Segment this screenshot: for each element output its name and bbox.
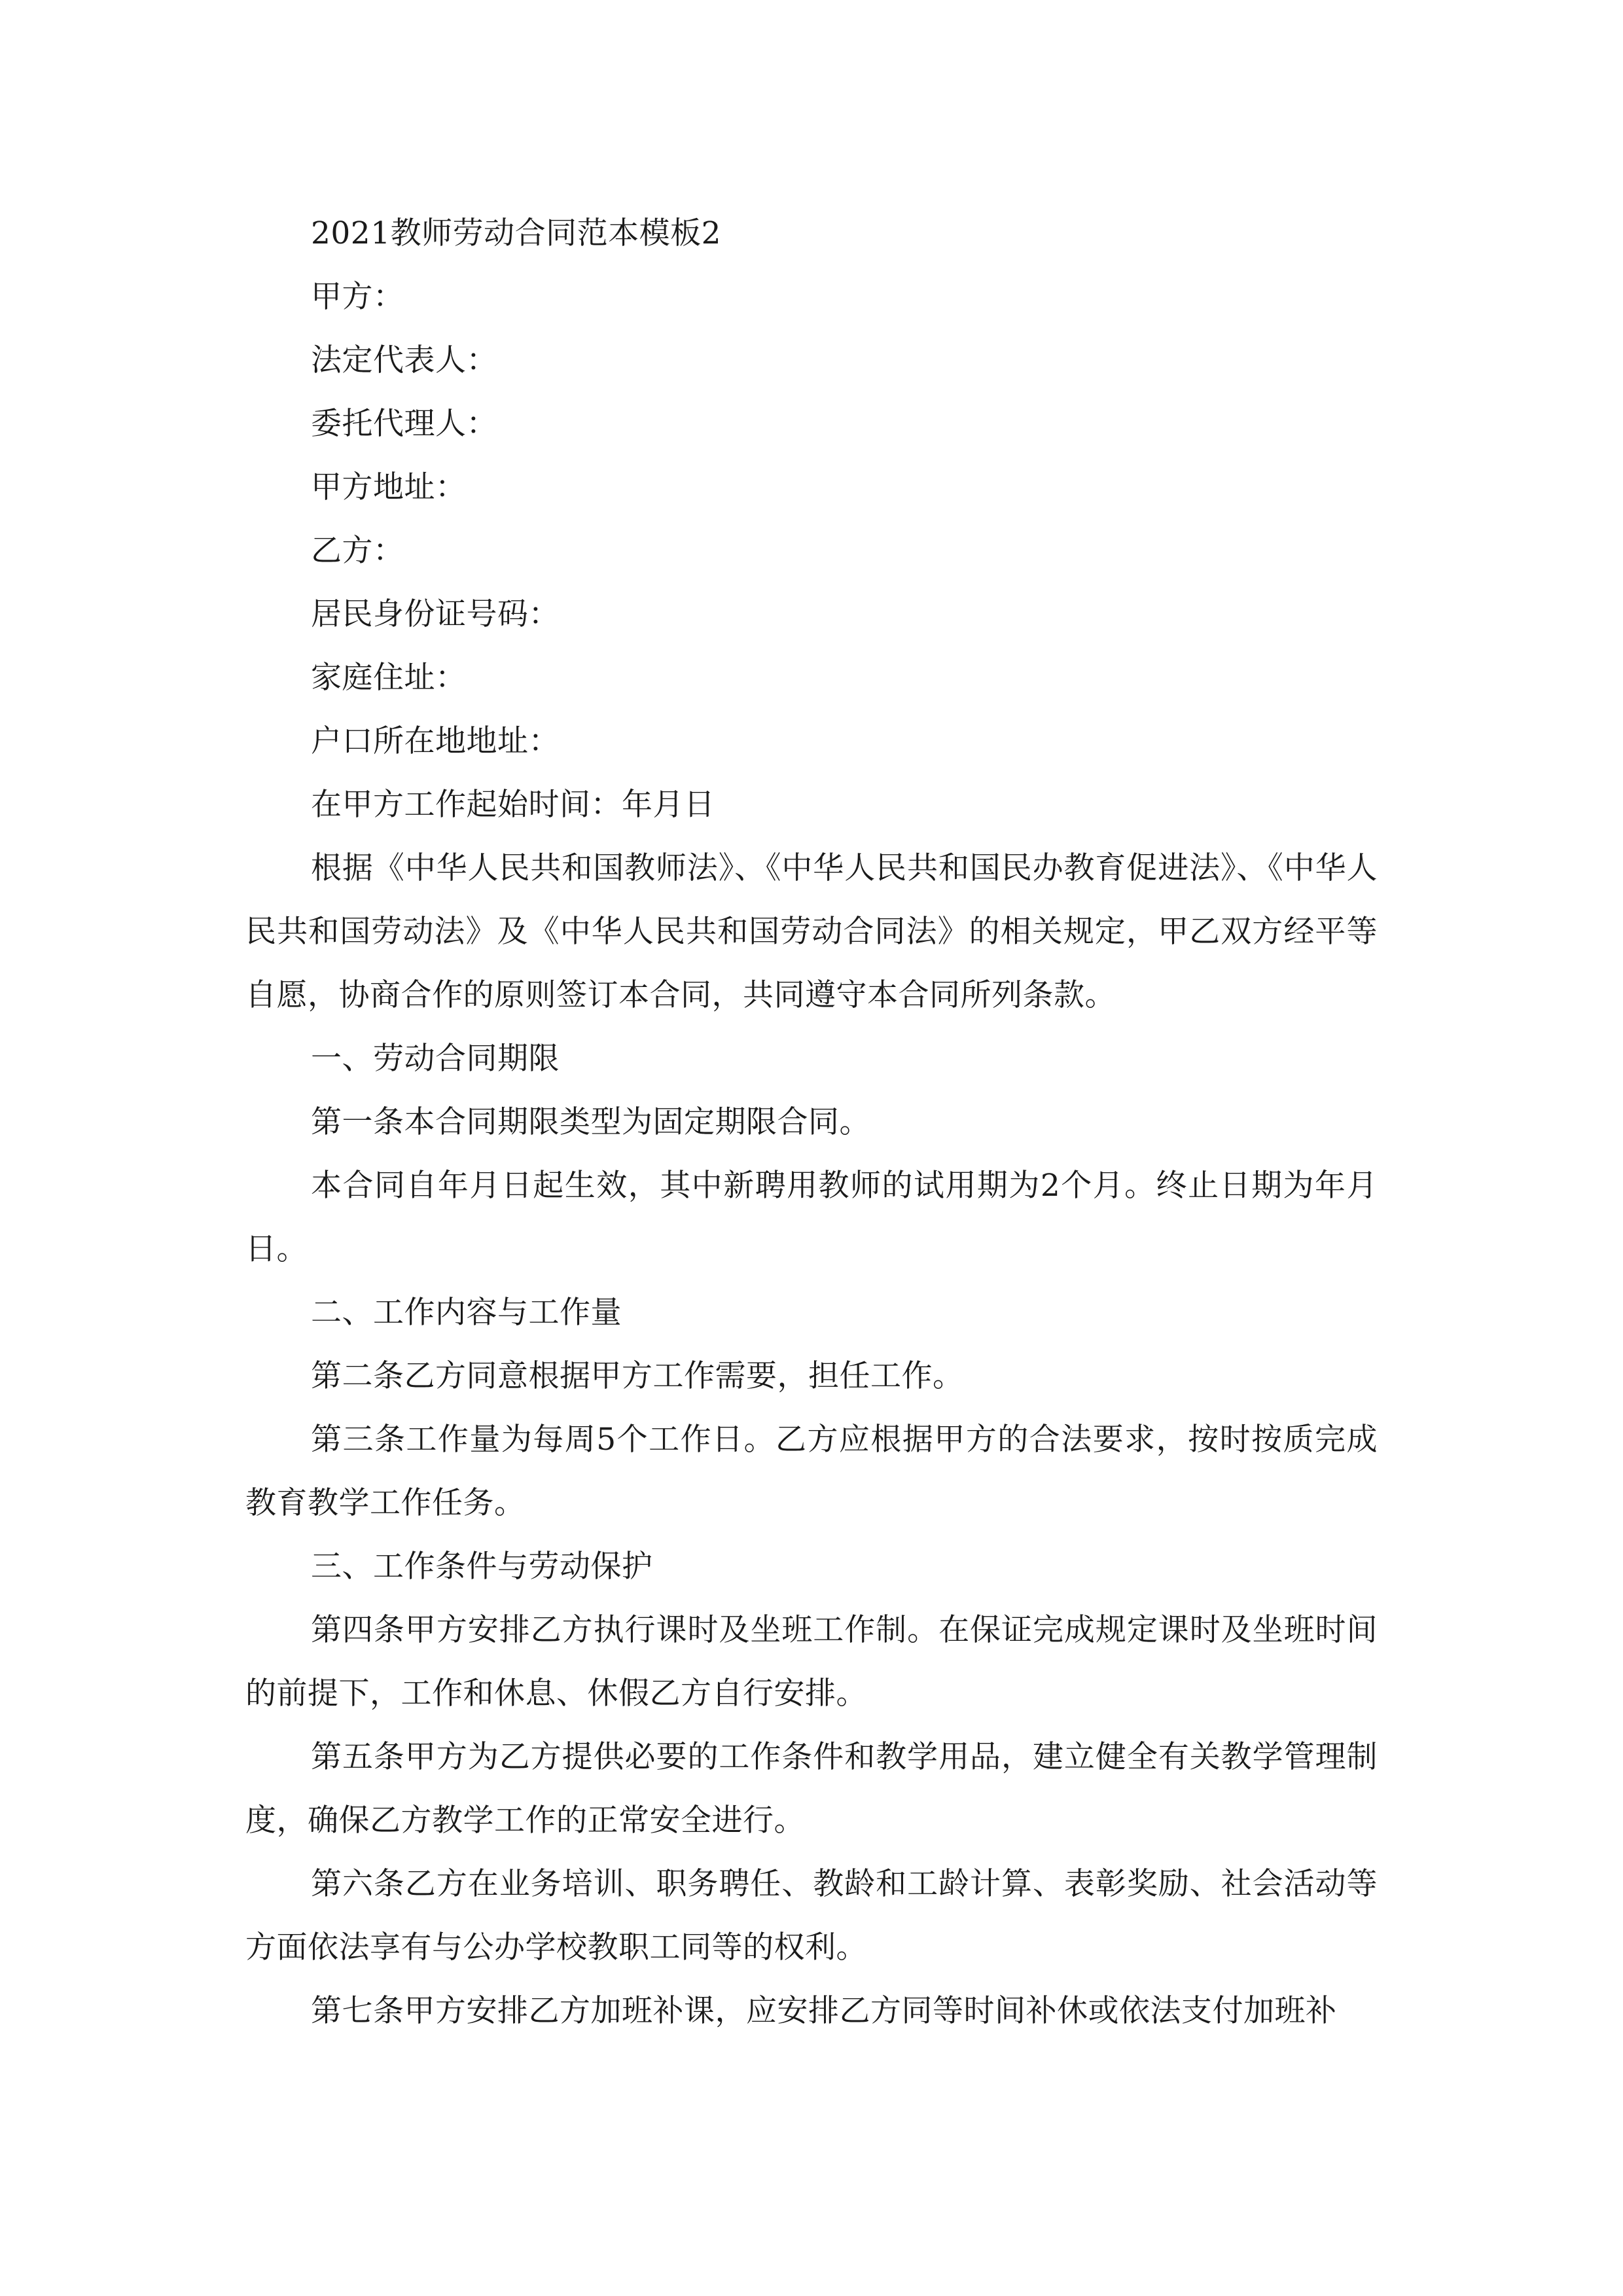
section2-heading: 二、工作内容与工作量 — [311, 1295, 622, 1331]
party-b-field: 乙方： — [311, 533, 404, 569]
party-a-address-field: 甲方地址： — [311, 469, 467, 505]
id-number-field: 居民身份证号码： — [311, 596, 560, 632]
article3-paragraph: 第三条工作量为每周5个工作日。乙方应根据甲方的合法要求，按时按质完成教育教学工作任务。 — [245, 1422, 1378, 1521]
contract-text — [245, 202, 1378, 2043]
section1-heading: 一、劳动合同期限 — [311, 1041, 560, 1077]
contract-term-paragraph: 本合同自年月日起生效，其中新聘用教师的试用期为2个月。终止日期为年月日。 — [245, 1168, 1378, 1267]
article6-paragraph: 第六条乙方在业务培训、职务聘任、教龄和工龄计算、表彰奖励、社会活动等方面依法享有与公办学校教职工同等的权利。 — [245, 1866, 1378, 1965]
party-a-field: 甲方： — [311, 279, 404, 315]
article5-paragraph: 第五条甲方为乙方提供必要的工作条件和教学用品，建立健全有关教学管理制度，确保乙方教学工作的正常安全进行。 — [245, 1739, 1378, 1839]
authorized-agent-field: 委托代理人： — [311, 406, 497, 442]
intro-paragraph: 根据《中华人民共和国教师法》、《中华人民共和国民办教育促进法》、《中华人民共和国劳动法》及《中华人民共和国劳动合同法》的相关规定，甲乙双方经平等自愿，协商合作的原则签订本合同，共同遵守本合同所列条款。 — [245, 850, 1378, 1013]
article7-paragraph: 第七条甲方安排乙方加班补课，应安排乙方同等时间补休或依法支付加班补 — [311, 1993, 1337, 2029]
home-address-field: 家庭住址： — [311, 660, 467, 696]
household-address-field: 户口所在地地址： — [311, 723, 560, 759]
start-date-field: 在甲方工作起始时间：年月日 — [311, 787, 715, 823]
document-title: 2021教师劳动合同范本模板2 — [311, 215, 722, 251]
article4-paragraph: 第四条甲方安排乙方执行课时及坐班工作制。在保证完成规定课时及坐班时间的前提下，工作和休息、休假乙方自行安排。 — [245, 1612, 1378, 1712]
article2-paragraph: 第二条乙方同意根据甲方工作需要，担任工作。 — [311, 1358, 964, 1394]
legal-representative-field: 法定代表人： — [311, 342, 497, 378]
article1-paragraph: 第一条本合同期限类型为固定期限合同。 — [311, 1104, 870, 1140]
section3-heading: 三、工作条件与劳动保护 — [311, 1549, 653, 1585]
